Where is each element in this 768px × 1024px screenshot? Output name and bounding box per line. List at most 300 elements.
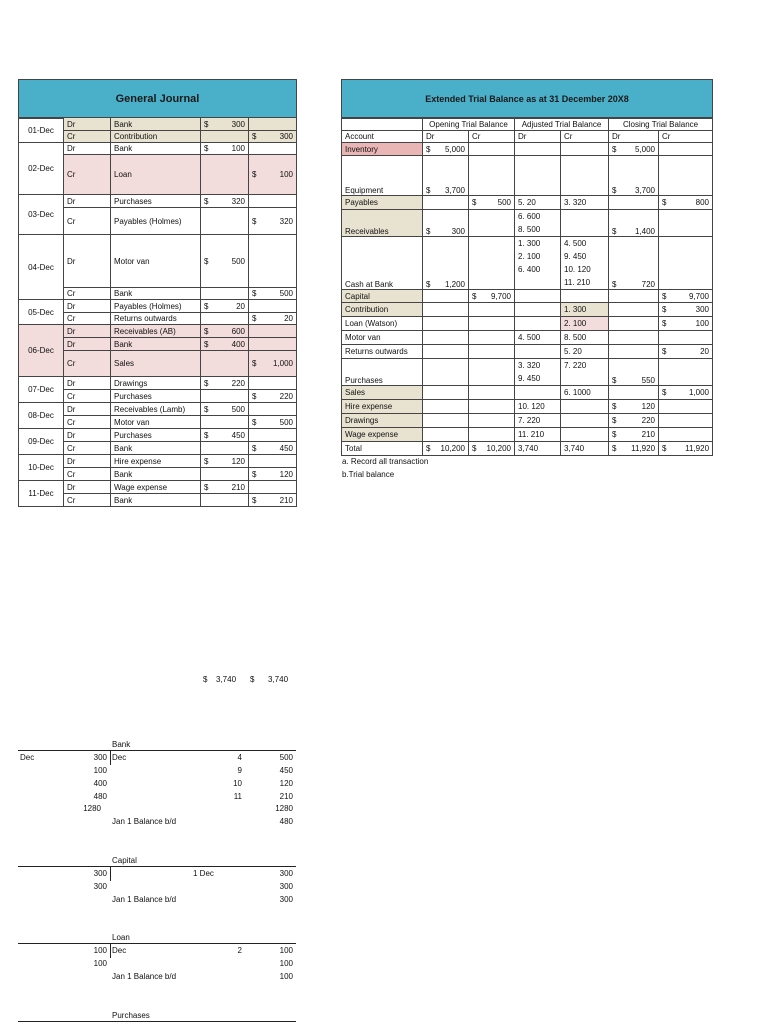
journal-dr-cell: [201, 235, 249, 288]
journal-cr-cell: [249, 338, 297, 351]
trial-cdr-amount: 220: [641, 416, 656, 425]
trial-ccr-cell: [659, 156, 713, 196]
journal-dr-cell: [201, 208, 249, 235]
trial-ccr-cell: [659, 414, 713, 428]
journal-date: 10-Dec: [19, 455, 64, 481]
trial-odr-cell: [423, 400, 469, 414]
trial-row: [342, 400, 713, 414]
currency-symbol: $: [612, 280, 617, 289]
journal-cr-amount: 220: [279, 391, 293, 401]
currency-symbol: $: [472, 444, 477, 453]
trial-cdr-amount: 3,700: [634, 186, 656, 195]
loan-right-ref: 2: [237, 946, 242, 955]
trial-ocr-cell: [469, 414, 515, 428]
currency-symbol: $: [204, 301, 209, 311]
header-closing: Closing Trial Balance: [609, 118, 713, 131]
journal-account: Motor van: [111, 235, 201, 288]
trial-adr-cell: [515, 143, 561, 156]
journal-dr-cell: [201, 325, 249, 338]
journal-cr-cell: [249, 442, 297, 455]
journal-cr-cell: [249, 235, 297, 288]
journal-side: Dr: [64, 338, 111, 351]
trial-acr-cell: [561, 331, 609, 345]
journal-dr-cell: [201, 300, 249, 313]
trial-acr-entries: 3. 320: [564, 198, 587, 207]
trial-acr-cell: [561, 237, 609, 290]
trial-acr-entries: 7. 220: [564, 361, 587, 370]
currency-symbol: $: [662, 305, 667, 314]
subheader-opening-cr: Cr: [469, 131, 515, 143]
trial-acr-cell: [561, 442, 609, 456]
trial-account: Cash at Bank: [342, 237, 423, 290]
trial-adr-cell: [515, 210, 561, 237]
trial-acr-entries: 6. 1000: [564, 388, 591, 397]
trial-account: Contribution: [342, 303, 423, 317]
trial-account: Wage expense: [342, 428, 423, 442]
trial-cdr-amount: 210: [641, 430, 656, 439]
trial-ccr-cell: [659, 196, 713, 210]
journal-dr-cell: [201, 403, 249, 416]
trial-ocr-cell: [469, 290, 515, 303]
journal-cr-cell: [249, 288, 297, 300]
currency-symbol: $: [426, 186, 431, 195]
trial-ocr-cell: [469, 143, 515, 156]
journal-dr-cell: [201, 494, 249, 507]
bank-right-value: 120: [279, 779, 293, 788]
journal-dr-cell: [201, 195, 249, 208]
trial-acr-cell: [561, 210, 609, 237]
journal-account: Payables (Holmes): [111, 208, 201, 235]
trial-adr-entries: 3. 320 9. 450: [518, 361, 541, 383]
trial-odr-cell: [423, 331, 469, 345]
trial-adr-entries: 3,740: [518, 444, 539, 453]
currency-symbol: $: [662, 198, 667, 207]
journal-dr-amount: 500: [231, 404, 245, 414]
subheader-adjusted-dr: Dr: [515, 131, 561, 143]
journal-cr-cell: [249, 313, 297, 325]
subheader-closing-cr: Cr: [659, 131, 713, 143]
journal-side: Dr: [64, 403, 111, 416]
journal-dr-amount: 20: [236, 301, 245, 311]
trial-ccr-cell: [659, 359, 713, 386]
bank-right-ref: 10: [233, 779, 242, 788]
currency-symbol: $: [612, 444, 617, 453]
trial-adr-cell: [515, 303, 561, 317]
journal-account: Loan: [111, 155, 201, 195]
journal-dr-cell: [201, 390, 249, 403]
journal-account: Purchases: [111, 429, 201, 442]
currency-symbol: $: [612, 227, 617, 236]
bank-right-value: 450: [279, 766, 293, 775]
trial-adr-cell: [515, 359, 561, 386]
journal-row: [19, 455, 297, 468]
trial-odr-cell: [423, 386, 469, 400]
trial-odr-amount: 10,200: [440, 444, 465, 453]
trial-row: [342, 442, 713, 456]
journal-account: Receivables (Lamb): [111, 403, 201, 416]
journal-account: Sales: [111, 351, 201, 377]
journal-account: Purchases: [111, 195, 201, 208]
journal-date: 11-Dec: [19, 481, 64, 507]
trial-adr-cell: [515, 414, 561, 428]
capital-right-ref: 1 Dec: [193, 869, 214, 878]
journal-dr-cell: [201, 313, 249, 325]
trial-odr-cell: [423, 290, 469, 303]
trial-account: Loan (Watson): [342, 317, 423, 331]
currency-symbol: $: [204, 456, 209, 466]
trial-row: [342, 331, 713, 345]
trial-odr-amount: 5,000: [444, 144, 465, 154]
capital-right-value: 300: [279, 882, 293, 891]
trial-account: Capital: [342, 290, 423, 303]
capital-balance-value: 300: [279, 895, 293, 904]
trial-odr-amount: 300: [451, 227, 465, 236]
trial-row: [342, 386, 713, 400]
currency-symbol: $: [612, 186, 617, 195]
trial-ccr-cell: [659, 210, 713, 237]
loan-balance-bd: Jan 1 Balance b/d: [112, 972, 177, 981]
trial-title: Extended Trial Balance as at 31 December 20X8: [341, 79, 713, 119]
trial-odr-amount: 1,200: [444, 280, 465, 289]
currency-symbol: $: [252, 469, 257, 479]
currency-symbol: $: [204, 326, 209, 336]
trial-adr-cell: [515, 290, 561, 303]
journal-cr-amount: 450: [279, 443, 293, 453]
subheader-opening-dr: Dr: [423, 131, 469, 143]
trial-adr-cell: [515, 317, 561, 331]
trial-cdr-cell: [609, 345, 659, 359]
currency-symbol: $: [252, 443, 257, 453]
trial-cdr-cell: [609, 237, 659, 290]
journal-side: Dr: [64, 118, 111, 131]
trial-cdr-amount: 5,000: [634, 144, 656, 154]
trial-cdr-cell: [609, 143, 659, 156]
loan-left-value: 100: [93, 946, 107, 955]
currency-symbol: $: [252, 359, 257, 368]
journal-cr-cell: [249, 429, 297, 442]
bank-left-label: Dec: [20, 753, 35, 762]
journal-date: 09-Dec: [19, 429, 64, 455]
trial-row: [342, 303, 713, 317]
trial-cdr-cell: [609, 359, 659, 386]
journal-table: [18, 117, 297, 507]
journal-cr-amount: 20: [284, 314, 293, 323]
journal-dr-cell: [201, 455, 249, 468]
trial-ccr-cell: [659, 442, 713, 456]
journal-account: Purchases: [111, 390, 201, 403]
journal-side: Dr: [64, 325, 111, 338]
journal-cr-cell: [249, 131, 297, 143]
loan-dec-label: Dec: [112, 946, 127, 955]
trial-odr-cell: [423, 414, 469, 428]
bank-left-total: 1280: [83, 804, 101, 813]
trial-ccr-cell: [659, 331, 713, 345]
currency-symbol: $: [204, 482, 209, 492]
trial-acr-cell: [561, 400, 609, 414]
journal-cr-amount: 300: [279, 132, 293, 141]
journal-side: Dr: [64, 235, 111, 288]
journal-cr-amount: 120: [279, 469, 293, 479]
trial-adr-cell: [515, 442, 561, 456]
journal-dr-amount: 100: [231, 144, 245, 153]
journal-cr-cell: [249, 494, 297, 507]
trial-row: [342, 290, 713, 303]
trial-adr-entries: 6. 600 8. 500: [518, 212, 541, 234]
journal-cr-cell: [249, 118, 297, 131]
journal-cr-amount: 320: [279, 216, 293, 226]
journal-dr-amount: 500: [231, 256, 245, 266]
trial-account: Returns outwards: [342, 345, 423, 359]
trial-ccr-amount: 11,920: [685, 444, 710, 453]
journal-row: [19, 403, 297, 416]
trial-ocr-cell: [469, 156, 515, 196]
trial-cdr-amount: 11,920: [631, 444, 656, 453]
trial-ccr-cell: [659, 317, 713, 331]
trial-adr-cell: [515, 237, 561, 290]
trial-acr-cell: [561, 345, 609, 359]
trial-account: Motor van: [342, 331, 423, 345]
journal-row: [19, 325, 297, 338]
journal-dr-amount: 320: [231, 196, 245, 206]
trial-ocr-cell: [469, 331, 515, 345]
journal-account: Hire expense: [111, 455, 201, 468]
trial-row: [342, 237, 713, 290]
journal-cr-cell: [249, 208, 297, 235]
journal-dr-amount: 220: [231, 378, 245, 388]
trial-account: Purchases: [342, 359, 423, 386]
trial-acr-cell: [561, 156, 609, 196]
trial-cdr-cell: [609, 414, 659, 428]
journal-date: 03-Dec: [19, 195, 64, 235]
journal-cr-cell: [249, 300, 297, 313]
capital-top-rule: [18, 866, 296, 867]
journal-account: Bank: [111, 118, 201, 131]
currency-symbol: $: [662, 444, 667, 453]
journal-side: Dr: [64, 195, 111, 208]
journal-dr-cell: [201, 288, 249, 300]
trial-row: [342, 345, 713, 359]
currency-symbol: $: [252, 417, 257, 427]
trial-acr-entries: 1. 300: [564, 305, 587, 314]
journal-account: Drawings: [111, 377, 201, 390]
currency-symbol: $: [252, 132, 257, 141]
journal-cr-cell: [249, 390, 297, 403]
trial-row: [342, 143, 713, 156]
trial-odr-cell: [423, 428, 469, 442]
trial-adr-cell: [515, 428, 561, 442]
journal-date: 01-Dec: [19, 118, 64, 143]
trial-ocr-cell: [469, 400, 515, 414]
loan-right-value: 100: [279, 959, 293, 968]
trial-header-blank: [342, 118, 423, 131]
trial-cdr-amount: 550: [641, 376, 656, 385]
trial-ccr-amount: 300: [695, 305, 710, 314]
trial-ocr-cell: [469, 386, 515, 400]
trial-ocr-amount: 500: [497, 198, 511, 207]
journal-dr-cell: [201, 143, 249, 155]
trial-adr-cell: [515, 196, 561, 210]
journal-dr-amount: 120: [231, 456, 245, 466]
currency-symbol: $: [662, 388, 667, 397]
capital-left-value: 300: [93, 869, 107, 878]
trial-ocr-amount: 9,700: [490, 291, 511, 301]
bank-top-rule: [18, 750, 296, 751]
trial-account: Equipment: [342, 156, 423, 196]
journal-row: [19, 300, 297, 313]
trial-adr-cell: [515, 386, 561, 400]
bank-left-value: 400: [93, 779, 107, 788]
currency-symbol: $: [426, 444, 431, 453]
journal-side: Cr: [64, 494, 111, 507]
bank-right-ref: 11: [233, 792, 242, 801]
trial-cdr-cell: [609, 303, 659, 317]
currency-symbol: $: [204, 196, 209, 206]
trial-odr-cell: [423, 143, 469, 156]
trial-row: [342, 210, 713, 237]
journal-total-dr: 3,740: [216, 675, 237, 684]
trial-acr-entries: 5. 20: [564, 347, 582, 356]
header-opening: Opening Trial Balance: [423, 118, 515, 131]
currency-symbol: $: [204, 119, 209, 129]
capital-title: Capital: [112, 856, 137, 865]
journal-cr-cell: [249, 325, 297, 338]
journal-side: Cr: [64, 288, 111, 300]
bank-balance-value: 480: [279, 817, 293, 826]
currency-symbol: $: [204, 144, 209, 153]
trial-ccr-cell: [659, 400, 713, 414]
trial-ocr-cell: [469, 237, 515, 290]
header-adjusted: Adjusted Trial Balance: [515, 118, 609, 131]
journal-account: Motor van: [111, 416, 201, 429]
currency-symbol: $: [662, 319, 667, 328]
trial-acr-cell: [561, 317, 609, 331]
subheader-account: Account: [342, 131, 423, 143]
journal-dr-cell: [201, 416, 249, 429]
trial-cdr-cell: [609, 290, 659, 303]
trial-cdr-cell: [609, 442, 659, 456]
trial-ocr-cell: [469, 303, 515, 317]
journal-date: 05-Dec: [19, 300, 64, 325]
trial-adr-entries: 4. 500: [518, 333, 541, 342]
trial-ocr-cell: [469, 317, 515, 331]
currency-symbol: $: [612, 416, 617, 425]
trial-adr-entries: 5. 20: [518, 198, 536, 207]
trial-acr-cell: [561, 386, 609, 400]
currency-symbol: $: [612, 144, 617, 154]
trial-odr-amount: 3,700: [444, 186, 465, 195]
currency-symbol: $: [252, 170, 257, 179]
currency-symbol: $: [252, 289, 257, 298]
trial-account: Receivables: [342, 210, 423, 237]
journal-date: 04-Dec: [19, 235, 64, 300]
journal-account: Bank: [111, 494, 201, 507]
journal-side: Dr: [64, 300, 111, 313]
journal-side: Cr: [64, 468, 111, 481]
trial-adr-entries: 11. 210: [518, 430, 545, 439]
trial-ocr-cell: [469, 442, 515, 456]
journal-row: [19, 143, 297, 155]
journal-dr-cell: [201, 468, 249, 481]
journal-side: Cr: [64, 313, 111, 325]
journal-date: 02-Dec: [19, 143, 64, 195]
journal-dr-amount: 600: [231, 326, 245, 336]
currency-symbol: $: [662, 291, 667, 301]
trial-cdr-cell: [609, 317, 659, 331]
currency-symbol: $: [204, 339, 209, 349]
journal-cr-amount: 500: [279, 289, 293, 298]
journal-side: Cr: [64, 416, 111, 429]
trial-acr-cell: [561, 428, 609, 442]
currency-symbol: $: [612, 430, 617, 439]
trial-ccr-cell: [659, 303, 713, 317]
trial-cdr-amount: 1,400: [634, 227, 656, 236]
trial-acr-cell: [561, 303, 609, 317]
currency-symbol: $: [426, 227, 431, 236]
trial-cdr-amount: 120: [641, 402, 656, 411]
loan-title: Loan: [112, 933, 130, 942]
journal-total-dr-currency: $: [203, 675, 208, 684]
journal-title: General Journal: [18, 79, 297, 119]
currency-symbol: $: [662, 347, 667, 356]
bank-left-value: 100: [93, 766, 107, 775]
loan-top-rule: [18, 943, 296, 944]
journal-dr-amount: 300: [231, 119, 245, 129]
journal-dr-cell: [201, 377, 249, 390]
trial-adr-cell: [515, 345, 561, 359]
journal-total-cr: 3,740: [268, 675, 289, 684]
journal-side: Cr: [64, 442, 111, 455]
journal-cr-amount: 100: [279, 170, 293, 179]
purchases-top-rule: [18, 1021, 296, 1022]
bank-left-value: 300: [93, 753, 107, 762]
currency-symbol: $: [252, 495, 257, 505]
journal-dr-amount: 450: [231, 430, 245, 440]
trial-odr-cell: [423, 196, 469, 210]
trial-ccr-amount: 20: [700, 347, 710, 356]
bank-balance-bd: Jan 1 Balance b/d: [112, 817, 177, 826]
trial-ccr-cell: [659, 237, 713, 290]
journal-date: 06-Dec: [19, 325, 64, 377]
journal-dr-cell: [201, 481, 249, 494]
journal-dr-amount: 400: [231, 339, 245, 349]
bank-dec-label: Dec: [112, 753, 127, 762]
currency-symbol: $: [472, 291, 477, 301]
trial-ccr-amount: 800: [695, 198, 710, 207]
bank-divider: [110, 751, 111, 765]
journal-total-cr-currency: $: [250, 675, 255, 684]
journal-date: 07-Dec: [19, 377, 64, 403]
trial-row: [342, 359, 713, 386]
currency-symbol: $: [472, 198, 477, 207]
journal-cr-cell: [249, 403, 297, 416]
trial-odr-cell: [423, 210, 469, 237]
journal-account: Payables (Holmes): [111, 300, 201, 313]
trial-cdr-cell: [609, 428, 659, 442]
journal-account: Contribution: [111, 131, 201, 143]
trial-odr-cell: [423, 345, 469, 359]
trial-ccr-cell: [659, 143, 713, 156]
trial-row: [342, 196, 713, 210]
note-b: b.Trial balance: [342, 470, 395, 479]
journal-side: Cr: [64, 351, 111, 377]
trial-account: Inventory: [342, 143, 423, 156]
journal-dr-cell: [201, 131, 249, 143]
trial-acr-cell: [561, 359, 609, 386]
trial-acr-entries: 3,740: [564, 444, 585, 453]
journal-cr-amount: 500: [279, 417, 293, 427]
journal-account: Bank: [111, 143, 201, 155]
journal-cr-cell: [249, 468, 297, 481]
